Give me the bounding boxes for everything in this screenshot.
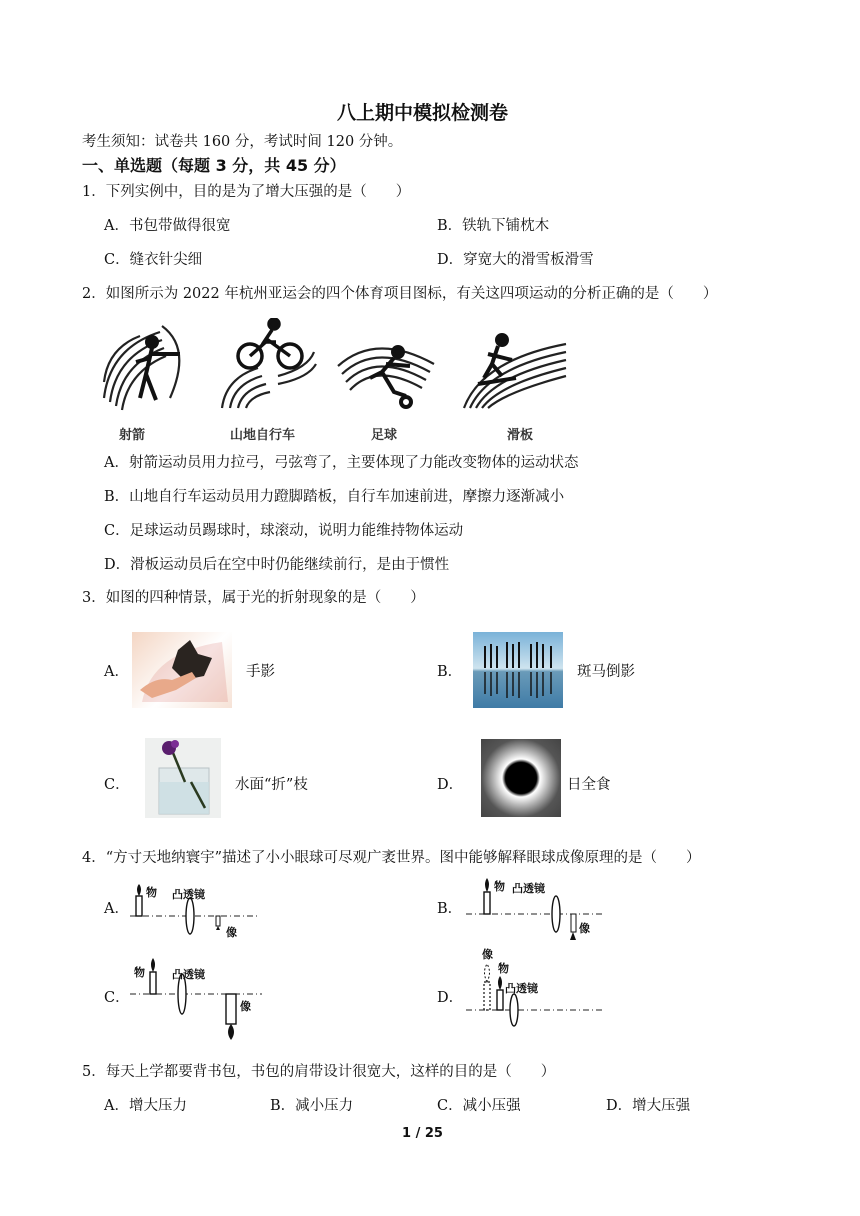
question-stem: 1．下列实例中，目的是为了增大压强的是（ ） bbox=[82, 184, 411, 200]
question-stem: 2．如图所示为 2022 年杭州亚运会的四个体育项目图标，有关这四项运动的分析正确的是（ ） bbox=[82, 286, 718, 302]
option-letter: B． bbox=[437, 664, 463, 680]
option-b: B．山地自行车运动员用力蹬脚踏板，自行车加速前进，摩擦力逐渐减小 bbox=[104, 489, 565, 505]
option-label: 手影 bbox=[246, 664, 275, 680]
lens-label: 凸透镜 bbox=[512, 882, 545, 895]
page-number: 1 / 25 bbox=[402, 1126, 443, 1141]
icon-caption: 射箭 bbox=[119, 428, 146, 443]
solar-eclipse-photo bbox=[481, 739, 561, 817]
icon-caption: 足球 bbox=[371, 428, 398, 443]
football-pictogram bbox=[336, 336, 436, 410]
option-d: D．增大压强 bbox=[606, 1098, 691, 1114]
lens-label: 凸透镜 bbox=[505, 982, 538, 995]
image-label: 像 bbox=[226, 926, 237, 939]
option-b: B．减小压力 bbox=[270, 1098, 354, 1114]
lens-label: 凸透镜 bbox=[172, 968, 205, 981]
question-stem: 4．“方寸天地纳寰宇”描述了小小眼球可尽观广袤世界。图中能够解释眼球成像原理的是（ ） bbox=[82, 850, 701, 866]
option-a: A．书包带做得很宽 bbox=[104, 218, 231, 234]
image-label: 像 bbox=[482, 948, 493, 961]
lens-label: 凸透镜 bbox=[172, 888, 205, 901]
bent-stem-in-water-photo bbox=[145, 738, 221, 818]
question-stem: 3．如图的四种情景，属于光的折射现象的是（ ） bbox=[82, 590, 425, 606]
object-label: 物 bbox=[498, 962, 509, 975]
object-label: 物 bbox=[146, 886, 157, 899]
option-letter: C． bbox=[104, 990, 130, 1006]
page-title: 八上期中模拟检测卷 bbox=[337, 102, 509, 124]
exam-notice: 考生须知：试卷共 160 分，考试时间 120 分钟。 bbox=[82, 134, 403, 150]
option-b: B．铁轨下铺枕木 bbox=[437, 218, 550, 234]
option-letter: A． bbox=[104, 664, 129, 680]
skateboard-pictogram bbox=[462, 330, 568, 410]
option-letter: D． bbox=[437, 990, 464, 1006]
option-a: A．射箭运动员用力拉弓，弓弦弯了，主要体现了力能改变物体的运动状态 bbox=[104, 455, 579, 471]
image-label: 像 bbox=[579, 922, 590, 935]
hand-shadow-photo bbox=[132, 632, 232, 708]
option-letter: D． bbox=[437, 777, 464, 793]
object-label: 物 bbox=[494, 880, 505, 893]
bike-pictogram bbox=[218, 318, 318, 410]
object-label: 物 bbox=[134, 966, 145, 979]
section-heading: 一、单选题（每题 3 分，共 45 分） bbox=[82, 156, 346, 175]
icon-caption: 滑板 bbox=[507, 428, 534, 443]
archery-pictogram bbox=[100, 318, 200, 413]
option-c: C．减小压强 bbox=[437, 1098, 521, 1114]
option-a: A．增大压力 bbox=[104, 1098, 187, 1114]
option-c: C．足球运动员踢球时，球滚动，说明力能维持物体运动 bbox=[104, 523, 464, 539]
question-stem: 5．每天上学都要背书包，书包的肩带设计很宽大，这样的目的是（ ） bbox=[82, 1064, 556, 1080]
option-letter: B． bbox=[437, 901, 463, 917]
option-letter: A． bbox=[104, 901, 129, 917]
option-label: 日全食 bbox=[567, 777, 611, 793]
icon-caption: 山地自行车 bbox=[230, 428, 296, 443]
image-label: 像 bbox=[240, 1000, 251, 1013]
option-label: 斑马倒影 bbox=[577, 664, 635, 680]
zebra-reflection-photo bbox=[473, 632, 563, 708]
option-d: D．穿宽大的滑雪板滑雪 bbox=[437, 252, 594, 268]
option-label: 水面“折”枝 bbox=[235, 777, 308, 793]
option-d: D．滑板运动员后在空中时仍能继续前行，是由于惯性 bbox=[104, 557, 450, 573]
option-letter: C． bbox=[104, 777, 130, 793]
option-c: C．缝衣针尖细 bbox=[104, 252, 203, 268]
